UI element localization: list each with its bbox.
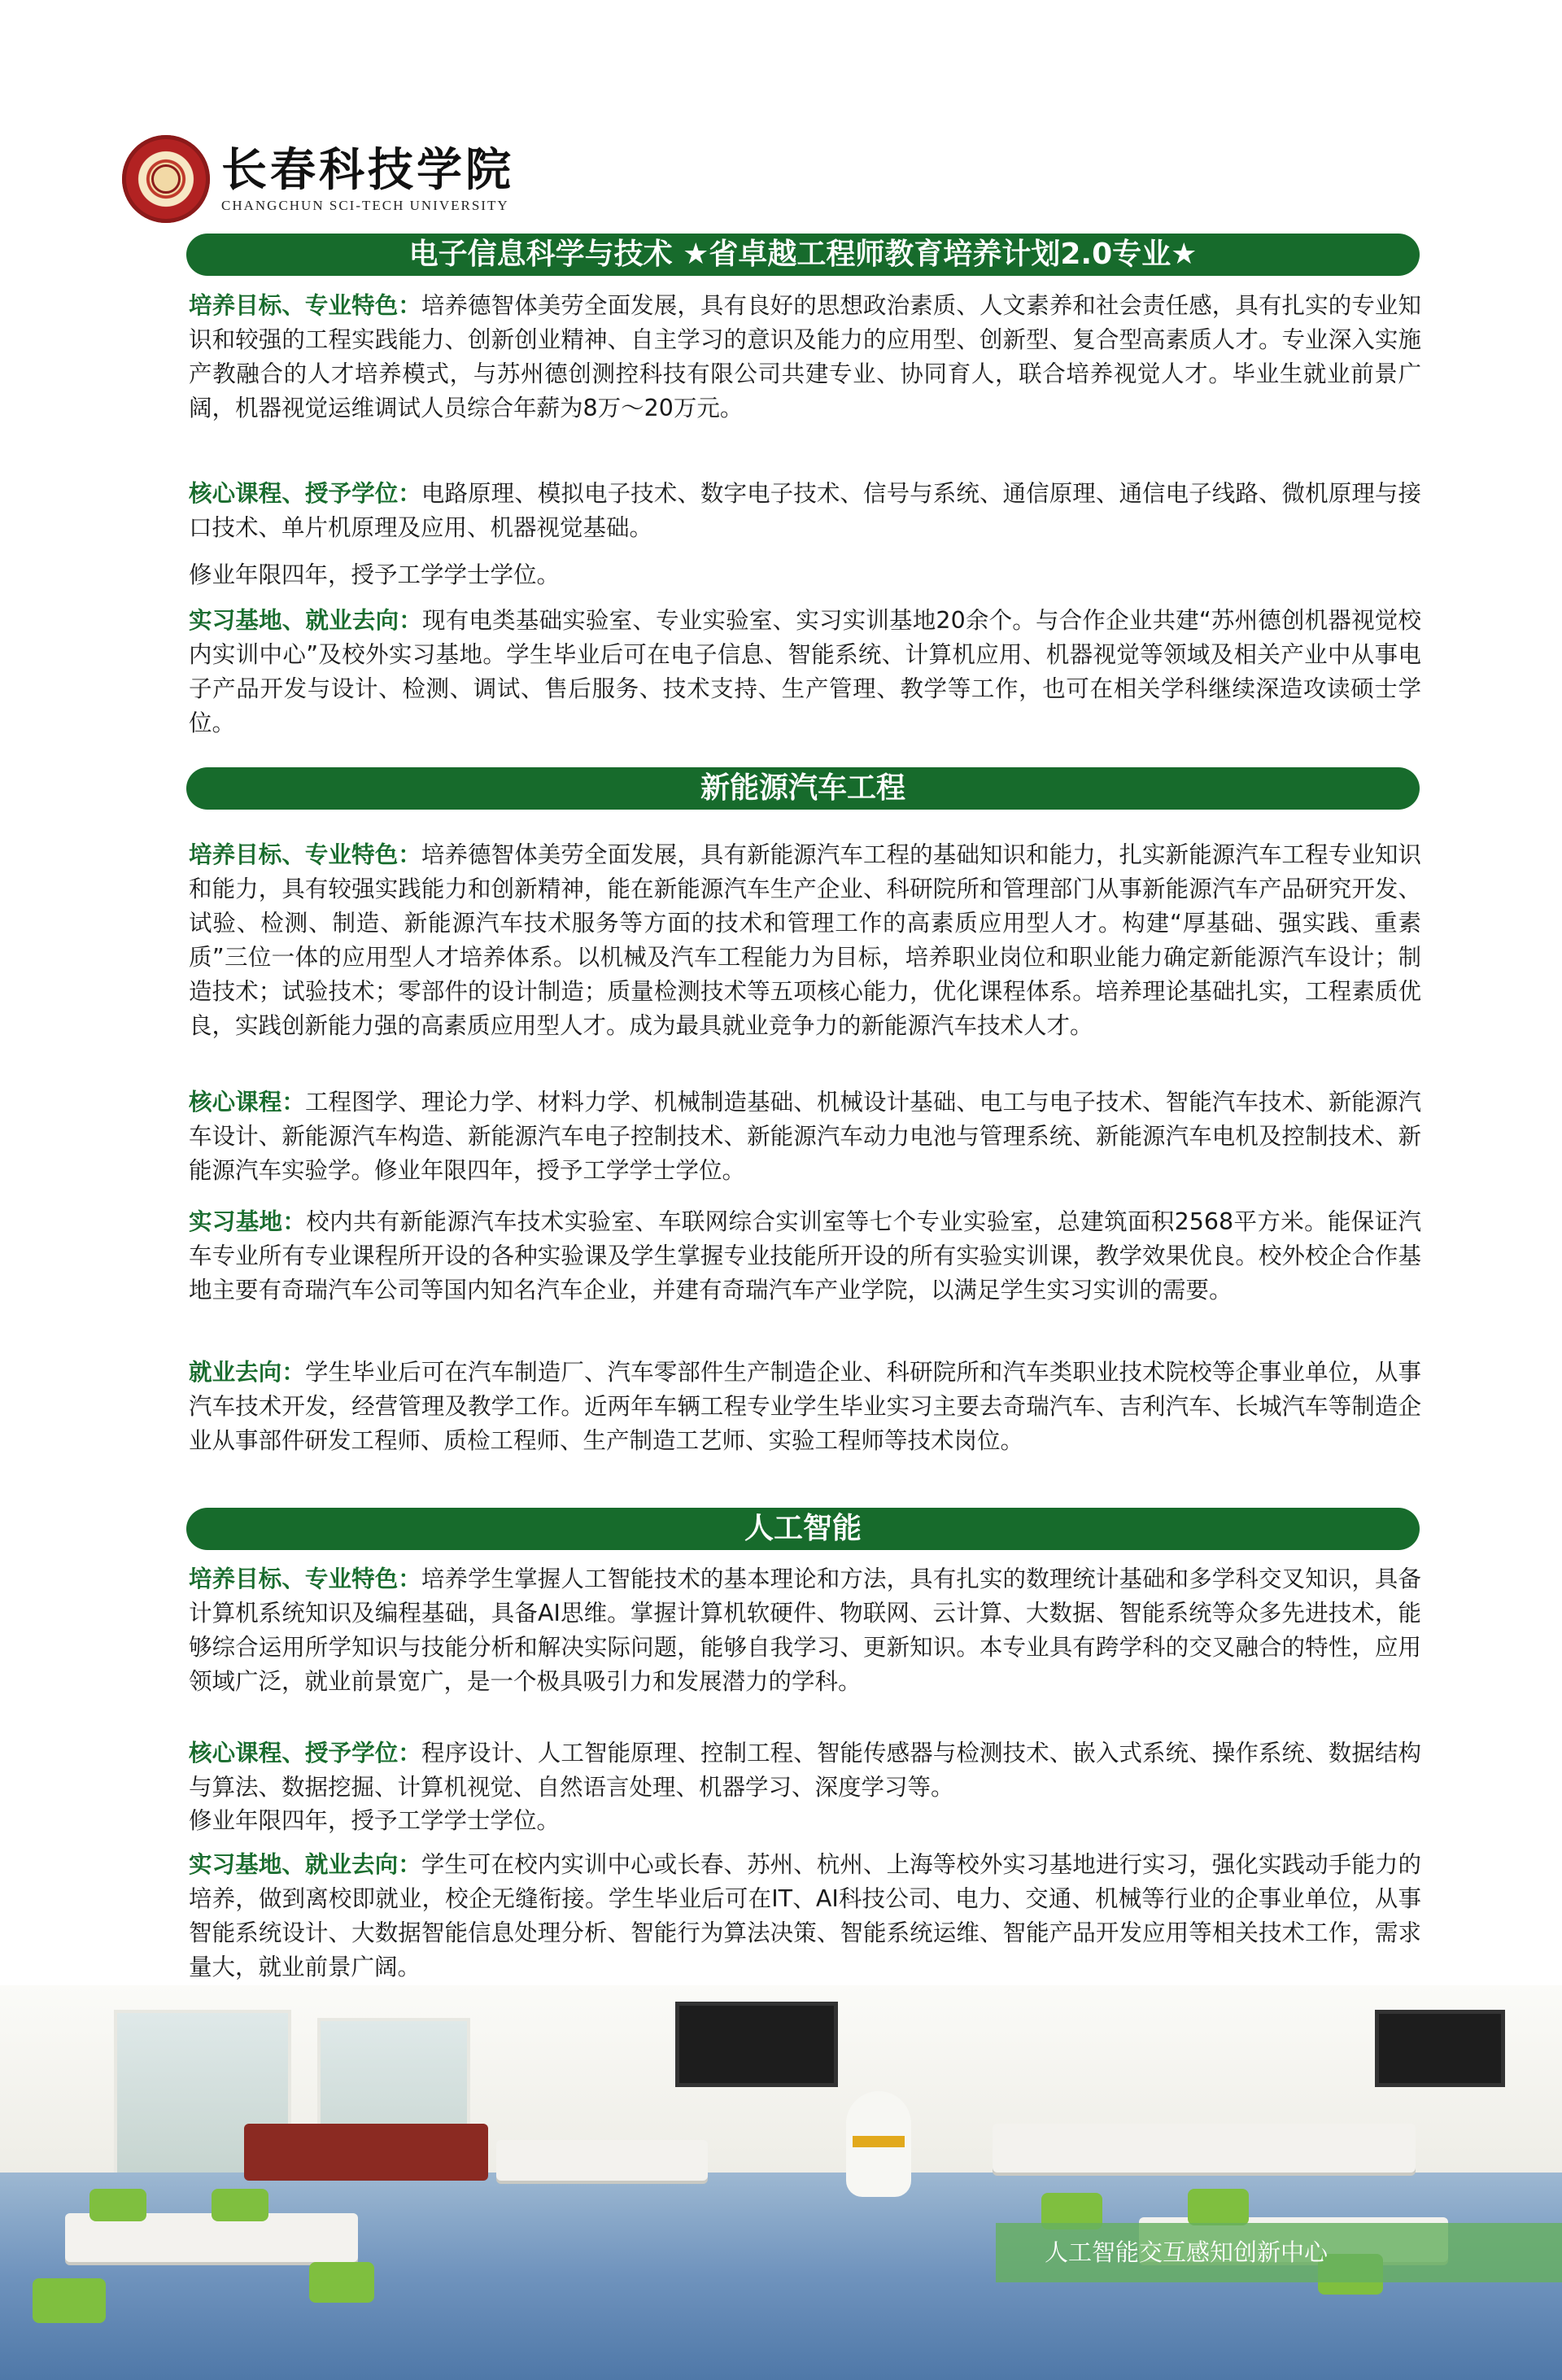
paragraph-text: 电路原理、模拟电子技术、数字电子技术、信号与系统、通信原理、通信电子线路、微机原理与接口技术、单片机原理及应用、机器视觉基础。 [189,480,1421,541]
university-logo [122,134,514,224]
paragraph-text: 修业年限四年，授予工学学士学位。 [189,1807,561,1834]
paragraph-text: 工程图学、理论力学、材料力学、机械制造基础、机械设计基础、电工与电子技术、智能汽车技术、新能源汽车设计、新能源汽车构造、新能源汽车电子控制技术、新能源汽车动力电池与管理系统、新能源汽车电机及控制技术、新能源汽车实验学。修业年限四年，授予工学学士学位。 [189,1089,1421,1184]
photo-robot-band [853,2136,905,2147]
paragraph-label: 就业去向： [189,1359,305,1386]
photo-chair [212,2189,268,2221]
photo-display-screen [1375,2010,1505,2087]
photo-desk [496,2140,708,2181]
paragraph-label: 培养目标、专业特色： [189,841,421,868]
photo-chair [309,2262,374,2303]
paragraph [189,1804,1421,1838]
photo-display-screen [675,2002,838,2087]
photo-caption: 人工智能交互感知创新中心 [996,2223,1562,2282]
paragraph-label: 核心课程： [189,1089,305,1116]
paragraph-label: 实习基地、就业去向： [189,1851,421,1878]
paragraph-text: 培养德智体美劳全面发展，具有良好的思想政治素质、人文素养和社会责任感，具有扎实的专业知识和较强的工程实践能力、创新创业精神、自主学习的意识及能力的应用型、创新型、复合型高素质人才。专业深入实施产教融合的人才培养模式，与苏州德创测控科技有限公司共建专业、协同育人，联合培养视觉人才。毕业生就业前景广阔，机器视觉运维调试人员综合年薪为8万～20万元。 [189,292,1421,421]
photo-red-table [244,2124,488,2181]
paragraph-text: 程序设计、人工智能原理、控制工程、智能传感器与检测技术、嵌入式系统、操作系统、数据结构与算法、数据挖掘、计算机视觉、自然语言处理、机器学习、深度学习等。 [189,1740,1421,1801]
section-title-ai: 人工智能 [186,1508,1420,1550]
photo-chair [89,2189,146,2221]
paragraph-label: 实习基地： [189,1208,307,1235]
paragraph [189,1736,1421,1805]
section-title-electronic-info: 电子信息科学与技术 ★省卓越工程师教育培养计划2.0专业★ [186,234,1420,276]
paragraph [189,1205,1421,1308]
paragraph [189,1562,1421,1699]
paragraph-text: 校内共有新能源汽车技术实验室、车联网综合实训室等七个专业实验室，总建筑面积2568平方米。能保证汽车专业所有专业课程所开设的各种实验课及学生掌握专业技能所开设的所有实验实训课，教学效果优良。校外校企合作基地主要有奇瑞汽车公司等国内知名汽车企业，并建有奇瑞汽车产业学院，以满足学生实习实训的需要。 [189,1208,1421,1304]
paragraph [189,289,1421,426]
logo-name-cn: 长春科技学院 [221,143,514,197]
paragraph-label: 培养目标、专业特色： [189,1566,421,1592]
paragraph [189,477,1421,545]
university-seal-icon [122,135,210,223]
paragraph-label: 核心课程、授予学位： [189,1740,421,1766]
photo-chair [1188,2189,1249,2225]
paragraph-label: 核心课程、授予学位： [189,480,421,507]
paragraph [189,558,1421,592]
photo-desk [993,2124,1416,2173]
paragraph-text: 学生可在校内实训中心或长春、苏州、杭州、上海等校外实习基地进行实习，强化实践动手能力的培养，做到离校即就业，校企无缝衔接。学生毕业后可在IT、AI科技公司、电力、交通、机械等行业的企事业单位，从事智能系统设计、大数据智能信息处理分析、智能行为算法决策、智能系统运维、智能产品开发应用等相关技术工作，需求量大，就业前景广阔。 [189,1851,1421,1980]
lab-photo [0,1985,1562,2380]
paragraph [189,1356,1421,1458]
logo-text [221,144,514,214]
paragraph [189,604,1421,740]
paragraph-label: 培养目标、专业特色： [189,292,421,319]
paragraph [189,1848,1421,1985]
section-title-new-energy-vehicle: 新能源汽车工程 [186,767,1420,810]
paragraph-text: 修业年限四年，授予工学学士学位。 [189,561,561,588]
photo-chair [33,2278,106,2323]
logo-name-en: CHANGCHUN SCI-TECH UNIVERSITY [221,198,509,213]
paragraph-label: 实习基地、就业去向： [189,607,423,634]
paragraph [189,1085,1421,1188]
paragraph-text: 培养德智体美劳全面发展，具有新能源汽车工程的基础知识和能力，扎实新能源汽车工程专业知识和能力，具有较强实践能力和创新精神，能在新能源汽车生产企业、科研院所和管理部门从事新能源汽车产品研究开发、试验、检测、制造、新能源汽车技术服务等方面的技术和管理工作的高素质应用型人才。构建“厚基础、强实践、重素质”三位一体的应用型人才培养体系。以机械及汽车工程能力为目标，培养职业岗位和职业能力确定新能源汽车设计；制造技术；试验技术；零部件的设计制造；质量检测技术等五项核心能力，优化课程体系。培养理论基础扎实，工程素质优良，实践创新能力强的高素质应用型人才。成为最具就业竞争力的新能源汽车技术人才。 [189,841,1421,1039]
paragraph [189,838,1421,1043]
paragraph-text: 学生毕业后可在汽车制造厂、汽车零部件生产制造企业、科研院所和汽车类职业技术院校等企事业单位，从事汽车技术开发，经营管理及教学工作。近两年车辆工程专业学生毕业实习主要去奇瑞汽车、吉利汽车、长城汽车等制造企业从事部件研发工程师、质检工程师、生产制造工艺师、实验工程师等技术岗位。 [189,1359,1421,1454]
paragraph-text: 培养学生掌握人工智能技术的基本理论和方法，具有扎实的数理统计基础和多学科交叉知识，具备计算机系统知识及编程基础，具备AI思维。掌握计算机软硬件、物联网、云计算、大数据、智能系统等众多先进技术，能够综合运用所学知识与技能分析和解决实际问题，能够自我学习、更新知识。本专业具有跨学科的交叉融合的特性，应用领域广泛，就业前景宽广，是一个极具吸引力和发展潜力的学科。 [189,1566,1421,1695]
paragraph-text: 现有电类基础实验室、专业实验室、实习实训基地20余个。与合作企业共建“苏州德创机器视觉校内实训中心”及校外实习基地。学生毕业后可在电子信息、智能系统、计算机应用、机器视觉等领域及相关产业中从事电子产品开发与设计、检测、调试、售后服务、技术支持、生产管理、教学等工作，也可在相关学科继续深造攻读硕士学位。 [189,607,1421,736]
